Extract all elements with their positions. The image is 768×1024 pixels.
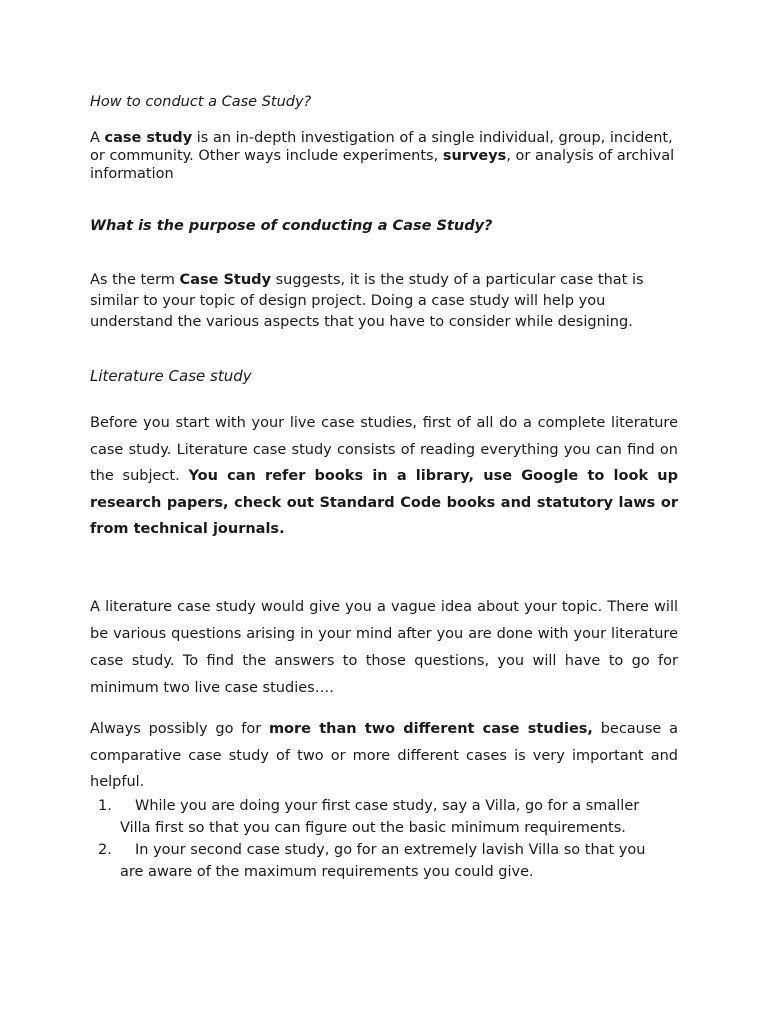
text: Before you start with your live case studies, first of all do a complete literature case study. Literature case study consists of reading everything you can find on the subject. (90, 415, 678, 484)
bold-text: more than two different case studies, (268, 721, 593, 737)
text: As the term (90, 272, 180, 288)
bold-text: surveys (442, 148, 507, 164)
heading-literature-case-study: Literature Case study (90, 367, 252, 385)
text: A (90, 130, 105, 146)
text: is an in-depth investigation of a single individual, group, incident, or community. Other ways include experiments, (90, 130, 673, 164)
text: , or analysis of archival information (90, 148, 675, 182)
list-item (98, 839, 678, 883)
list-item (98, 795, 678, 839)
list-text-continued: Villa first so that you can figure out the basic minimum requirements. (120, 820, 626, 836)
list-number: 1. (98, 798, 112, 814)
paragraph-always-possibly (90, 716, 678, 796)
heading-how-to-conduct: How to conduct a Case Study? (90, 94, 312, 110)
paragraph-vague-idea: A literature case study would give you a vague idea about your topic. There will be various questions arising in your mind after you are done with your literature case study. To find the answers to those questions, you will have to go for minimum two live case studies…. (90, 599, 678, 696)
list-text: While you are doing your first case study, say a Villa, go for a smaller (135, 798, 640, 814)
text: because a comparative case study of two or more different cases is very important and helpful. (90, 721, 678, 790)
text: suggests, it is the study of a particular case that is similar to your topic of design project. Doing a case study will help you understand the various aspects that you have to consider while designing. (90, 272, 644, 330)
heading-purpose: What is the purpose of conducting a Case Study? (90, 218, 493, 234)
list-text: In your second case study, go for an extremely lavish Villa so that you (135, 842, 646, 858)
bold-text: case study (104, 130, 193, 146)
bold-text: You can refer books in a library, use Google to look up research papers, check out Standard Code books and statutory laws or from technical journals. (90, 468, 678, 537)
list-number: 2. (98, 842, 112, 858)
paragraph-case-study-definition (90, 129, 678, 183)
paragraph-literature (90, 410, 678, 543)
bold-text: Case Study (179, 272, 272, 288)
text: Always possibly go for (90, 721, 269, 737)
list-text-continued: are aware of the maximum requirements you could give. (120, 864, 534, 880)
paragraph-purpose (90, 270, 678, 333)
